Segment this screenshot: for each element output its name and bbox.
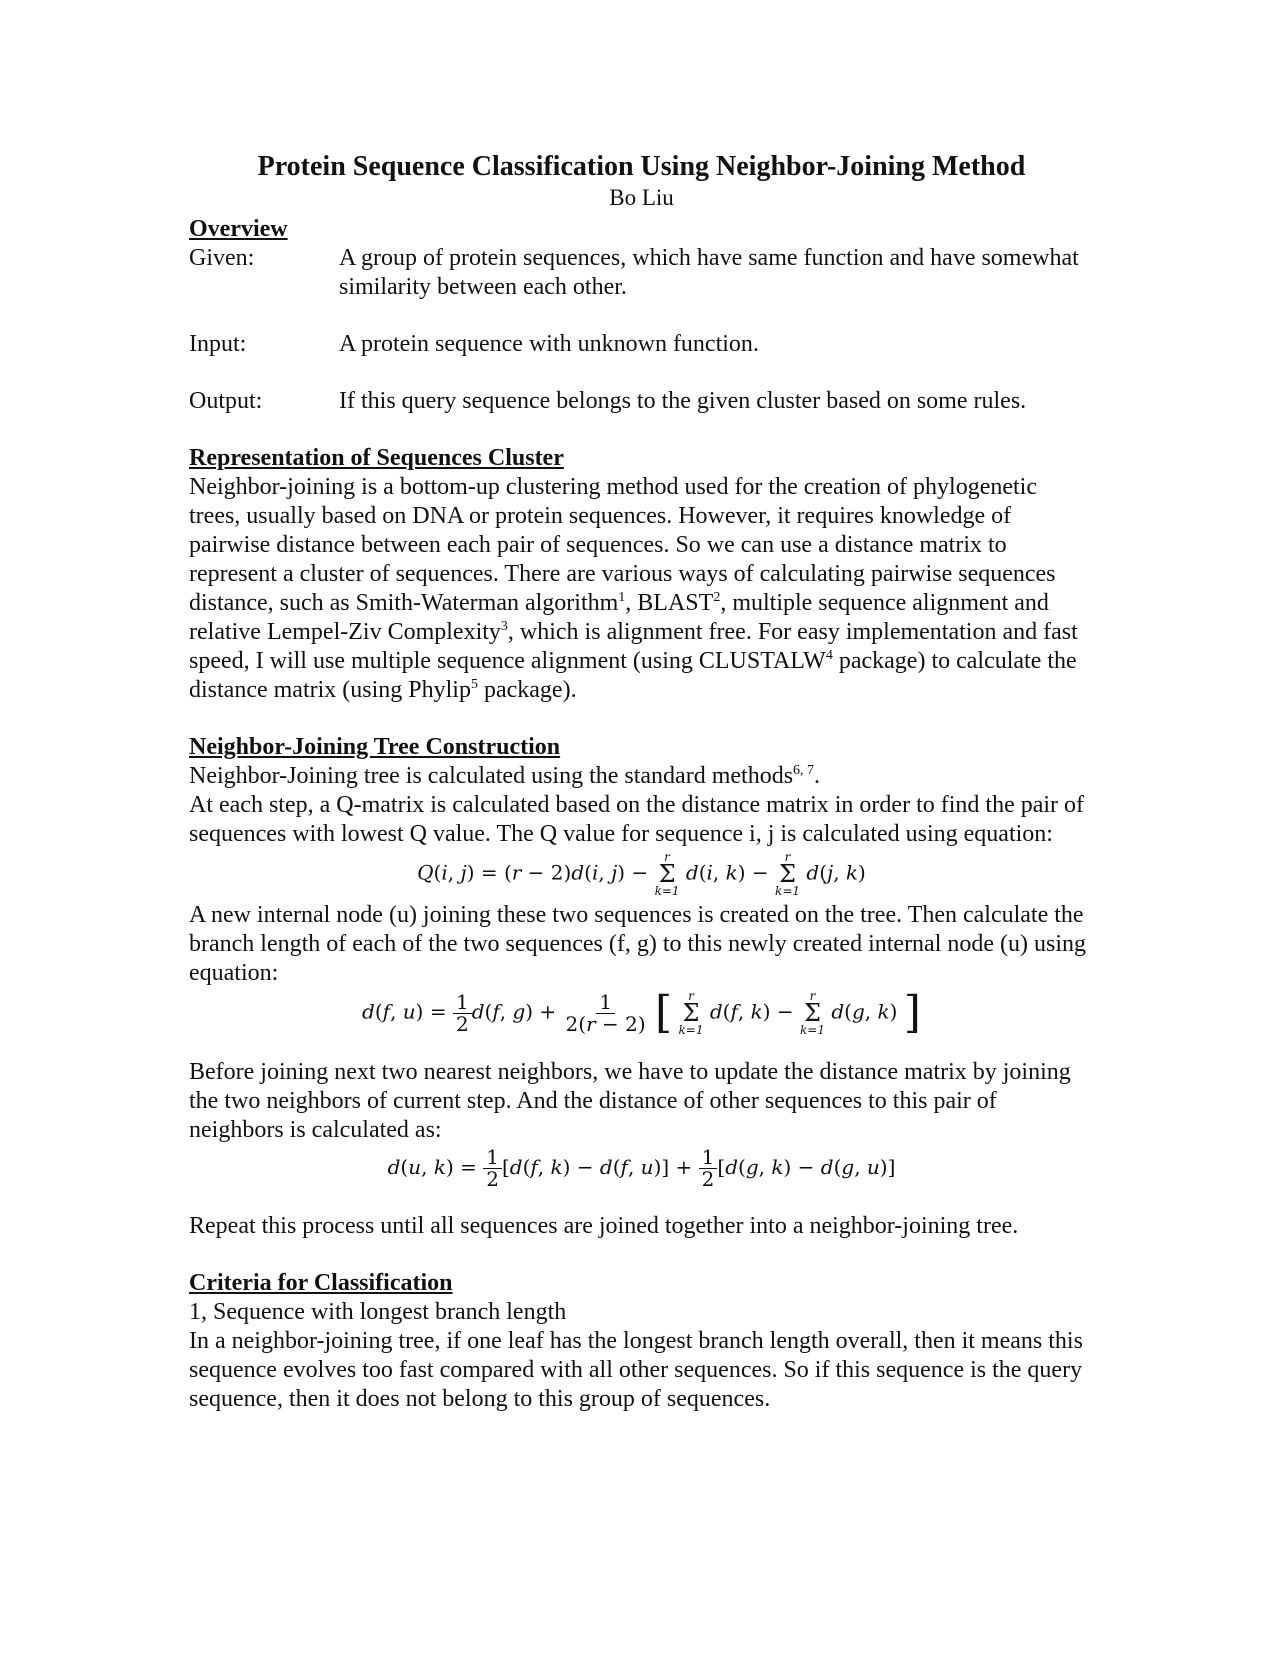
overview-given-row	[189, 244, 1094, 302]
overview-term: Input:	[189, 331, 247, 357]
overview-desc: If this query sequence belongs to the given cluster based on some rules.	[339, 388, 1027, 414]
paper-title: Protein Sequence Classification Using Neighbor-Joining Method	[257, 151, 1026, 182]
criteria-item-1: 1, Sequence with longest branch length	[189, 1299, 567, 1325]
citation-ref: 2	[713, 590, 721, 605]
nj-branch-paragraph: A new internal node (u) joining these two sequences is created on the tree. Then calculate the branch length of each of the two sequences (f, g) to this newly created internal node (u) using equation:	[189, 902, 1087, 986]
citation-ref: 5	[470, 677, 478, 692]
citation-ref: 6, 7	[793, 763, 815, 778]
nj-qmatrix-paragraph: At each step, a Q-matrix is calculated based on the distance matrix in order to find the pair of sequences with lowest Q value. The Q value for sequence i, j is calculated using equation:	[189, 792, 1085, 847]
citation-ref: 4	[825, 648, 833, 663]
nj-repeat-paragraph: Repeat this process until all sequences are joined together into a neighbor-joining tree.	[189, 1213, 1019, 1239]
document-page	[189, 150, 1094, 1414]
nj-intro-line: Neighbor-Joining tree is calculated using the standard methods$^{6, 7}$.	[189, 763, 821, 789]
overview-desc: A protein sequence with unknown function.	[339, 331, 759, 357]
citation-ref: 3	[500, 619, 508, 634]
overview-heading: Overview	[189, 216, 288, 242]
overview-output-row	[189, 387, 1094, 416]
overview-term: Output:	[189, 388, 263, 414]
nj-heading: Neighbor-Joining Tree Construction	[189, 734, 561, 760]
nj-update-paragraph: Before joining next two nearest neighbors, we have to update the distance matrix by joining the two neighbors of current step. And the distance of other sequences to this pair of neighbors is calculated as:	[189, 1059, 1071, 1143]
criteria-paragraph: In a neighbor-joining tree, if one leaf has the longest branch length overall, then it means this sequence evolves too fast compared with all other sequences. So if this sequence is the query sequence, then it does not belong to this group of sequences.	[189, 1328, 1083, 1412]
author-name: Bo Liu	[609, 185, 674, 210]
citation-ref: 1	[618, 590, 626, 605]
overview-input-row	[189, 330, 1094, 359]
representation-heading: Representation of Sequences Cluster	[189, 445, 564, 471]
update-distance-equation: d(u, k) = $\frac{1}{2}$ [d(f, k) − d(f, u)] + $\frac{1}{2}$ [d(g, k) − d(g, u)]	[387, 1145, 896, 1191]
criteria-heading: Criteria for Classification	[189, 1270, 453, 1296]
overview-term: Given:	[189, 245, 255, 271]
q-value-equation: Q(i, j) = (r − 2)d(i, j) − r Σ k=1 d(i, k) − r Σ k=1 d(j, k)	[417, 850, 866, 898]
branch-length-equation: d(f, u) = $\frac{1}{2}$ d(f, g) + $\frac{1}{2(r - 2)}$ [ r Σ k=1 d(f, k) − r Σ k=1 d(g, k) ]	[362, 987, 921, 1038]
representation-paragraph: Neighbor-joining is a bottom-up clustering method used for the creation of phylogenetic trees, usually based on DNA or protein sequences. However, it requires knowledge of pairwise distance between each pair of sequences. So we can use a distance matrix to represent a cluster of sequences. There are various ways of calculating pairwise sequences distance, such as Smith-Waterman algorithm$^1$, BLAST$^2$, multiple sequence alignment and relative Lempel-Ziv Complexity$^3$, which is alignment free. For easy implementation and fast speed, I will use multiple sequence alignment (using CLUSTALW$^4$ package) to calculate the distance matrix (using Phylip$^5$ package).	[189, 474, 1078, 703]
overview-desc: A group of protein sequences, which have same function and have somewhat similarity between each other.	[339, 245, 1079, 300]
